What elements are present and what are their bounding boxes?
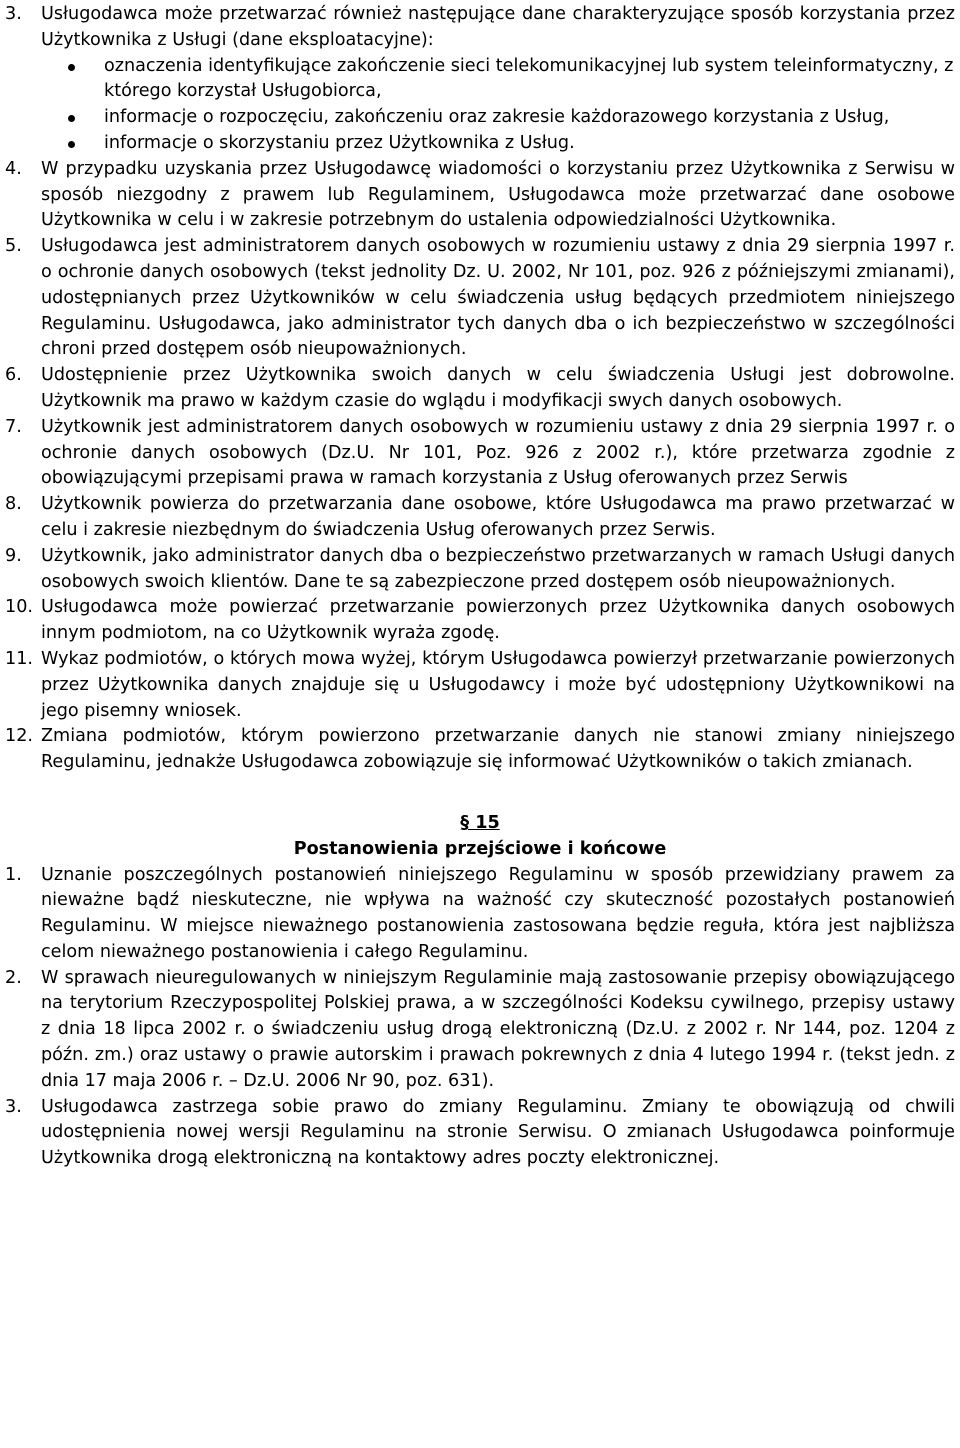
list-item — [5, 234, 955, 363]
bullet-icon — [68, 115, 75, 122]
list-item — [5, 363, 955, 415]
item-number: 9. — [5, 545, 22, 566]
list-item — [5, 157, 955, 234]
bullet-text: informacje o skorzystaniu przez Użytkownika z Usług. — [104, 132, 575, 153]
item-number: 2. — [5, 967, 22, 988]
bullet-icon — [68, 64, 75, 71]
item-text: Uznanie poszczególnych postanowień niniejszego Regulaminu w sposób przewidziany prawem za nieważne bądź nieskuteczne, nie wpływa na ważność czy skuteczność pozostałych postanowień Regulaminu. W miejsce nieważnego postanowienia zastosowana będzie reguła, która jest najbliższa celom nieważnego postanowienia i całego Regulaminu. — [41, 864, 955, 962]
list-item — [5, 2, 955, 157]
item-text: W sprawach nieuregulowanych w niniejszym Regulaminie mają zastosowanie przepisy obowiązującego na terytorium Rzeczypospolitej Polskiej prawa, a w szczególności Kodeksu cywilnego, przepisy ustawy z dnia 18 lipca 2002 r. o świadczeniu usług drogą elektroniczną (Dz.U. z 2002 r. Nr 144, poz. 1204 z późn. zm.) oraz ustawy o prawie autorskim i prawach pokrewnych z dnia 4 lutego 1994 r. (tekst jedn. z dnia 17 maja 2006 r. – Dz.U. 2006 Nr 90, poz. 631). — [41, 967, 955, 1091]
item-text: Użytkownik powierza do przetwarzania dane osobowe, które Usługodawca ma prawo przetwarzać w celu i zakresie niezbędnym do świadczenia Usług oferowanych przez Serwis. — [41, 494, 955, 540]
item-number: 7. — [5, 416, 22, 437]
bullet-icon — [68, 141, 75, 148]
section-number: § 15 — [460, 812, 500, 833]
item-number: 8. — [5, 494, 22, 515]
item-text: W przypadku uzyskania przez Usługodawcę wiadomości o korzystaniu przez Użytkownika z Serwisu w sposób niezgodny z prawem lub Regulaminem, Usługodawca może przetwarzać dane osobowe Użytkownika w celu i w zakresie potrzebnym do ustalenia odpowiedzialności Użytkownika. — [41, 158, 955, 231]
list-item — [5, 724, 955, 776]
list-item — [5, 863, 955, 966]
item-text: Udostępnienie przez Użytkownika swoich danych w celu świadczenia Usługi jest dobrowolne. Użytkownik ma prawo w każdym czasie do wglądu i modyfikacji swych danych osobowych. — [41, 365, 955, 411]
bullet-text: oznaczenia identyfikujące zakończenie sieci telekomunikacyjnej lub system teleinformatyczny, z którego korzystał Usługobiorca, — [104, 55, 954, 102]
item-number: 3. — [5, 4, 22, 24]
bullet-item — [41, 105, 955, 131]
bullet-item — [41, 54, 955, 106]
item-text: Usługodawca jest administratorem danych osobowych w rozumieniu ustawy z dnia 29 sierpnia 1997 r. o ochronie danych osobowych (tekst jednolity Dz. U. 2002, Nr 101, poz. 926 z późniejszymi zmianami), udostępnianych przez Użytkowników w celu świadczenia usług będących przedmiotem niniejszego Regulaminu. Usługodawca, jako administrator tych danych dba o ich bezpieczeństwo w szczególności chroni przed dostępem osób nieupoważnionych. — [41, 236, 955, 360]
item-number: 12. — [5, 726, 33, 747]
list-item — [5, 492, 955, 544]
item-number: 4. — [5, 158, 22, 179]
section-heading — [5, 811, 955, 863]
document-page — [5, 2, 955, 1172]
list-item — [5, 647, 955, 724]
bullet-list — [41, 54, 955, 157]
item-text: Użytkownik jest administratorem danych osobowych w rozumieniu ustawy z dnia 29 sierpnia 1997 r. o ochronie danych osobowych (Dz.U. Nr 101, Poz. 926 z 2002 r.), które przetwarza zgodnie z obowiązującymi przepisami prawa w ramach korzystania z Usług oferowanych przez Serwis — [41, 416, 955, 489]
item-number: 10. — [5, 597, 33, 618]
item-text: Usługodawca zastrzega sobie prawo do zmiany Regulaminu. Zmiany te obowiązują od chwili udostępnienia nowej wersji Regulaminu na stronie Serwisu. O zmianach Usługodawca poinformuje Użytkownika drogą elektroniczną na kontaktowy adres poczty elektronicznej. — [41, 1096, 955, 1169]
list-item — [5, 544, 955, 596]
item-number: 5. — [5, 236, 22, 257]
item-text: Zmiana podmiotów, którym powierzono przetwarzanie danych nie stanowi zmiany niniejszego Regulaminu, jednakże Usługodawca zobowiązuje się informować Użytkowników o takich zmianach. — [41, 726, 955, 773]
list-item — [5, 966, 955, 1095]
list-item — [5, 595, 955, 647]
item-number: 11. — [5, 648, 33, 669]
item-number: 6. — [5, 365, 22, 386]
item-text: Usługodawca może powierzać przetwarzanie powierzonych przez Użytkownika danych osobowych innym podmiotom, na co Użytkownik wyraża zgodę. — [41, 597, 955, 644]
bullet-item — [41, 131, 955, 157]
item-number: 1. — [5, 864, 22, 885]
list-item — [5, 415, 955, 492]
item-text: Wykaz podmiotów, o których mowa wyżej, którym Usługodawca powierzył przetwarzanie powierzonych przez Użytkownika danych znajduje się u Usługodawcy i może być udostępniony Użytkownikowi na jego pisemny wniosek. — [41, 648, 955, 721]
item-text: Użytkownik, jako administrator danych dba o bezpieczeństwo przetwarzanych w ramach Usługi danych osobowych swoich klientów. Dane te są zabezpieczone przed dostępem osób nieupoważnionych. — [41, 545, 955, 592]
section-title: Postanowienia przejściowe i końcowe — [293, 838, 667, 859]
list-item — [5, 1095, 955, 1172]
item-text: Usługodawca może przetwarzać również następujące dane charakteryzujące sposób korzystania przez Użytkownika z Usługi (dane eksploatacyjne): — [41, 4, 955, 50]
bullet-text: informacje o rozpoczęciu, zakończeniu oraz zakresie każdorazowego korzystania z Usług, — [104, 107, 890, 128]
item-number: 3. — [5, 1096, 22, 1117]
